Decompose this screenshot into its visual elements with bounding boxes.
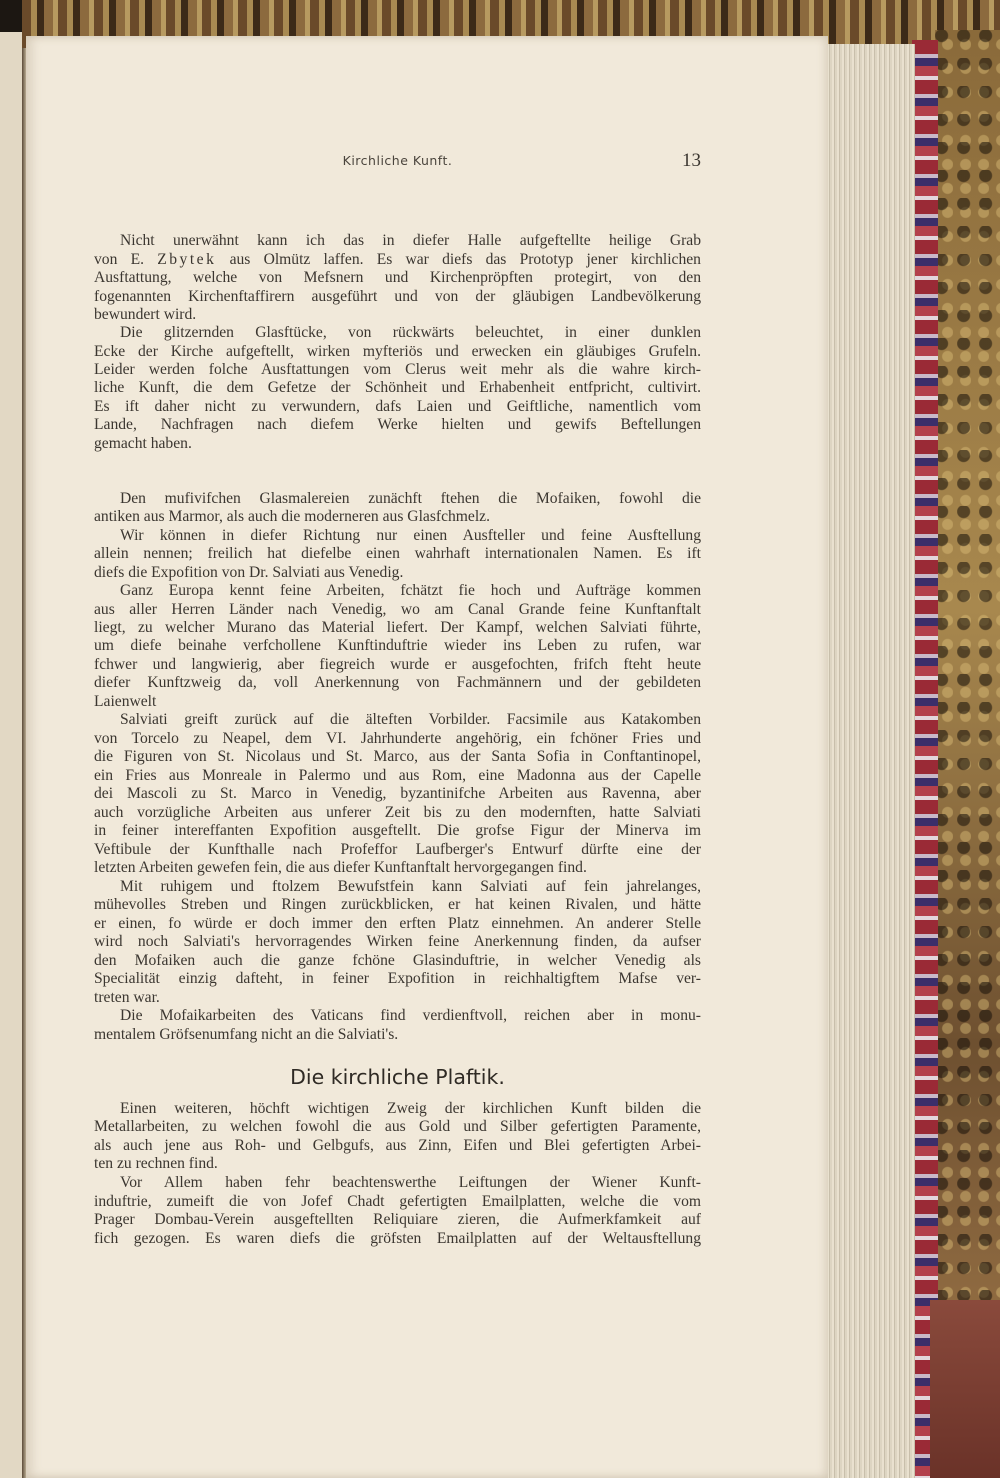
- text-line: antiken aus Marmor, als auch die moderneren aus Glasfchmelz.: [94, 508, 491, 525]
- text-line: Veftibule der Kunfthalle nach Profeffor Laufberger's Entwurf dürfte eine der: [94, 841, 701, 858]
- text-line: mentalem Gröfsenumfang nicht an die Salviati's.: [94, 1026, 399, 1043]
- text-line: ein Fries aus Monreale in Palermo und aus Rom, eine Madonna aus der Capelle: [94, 767, 701, 784]
- text-line: liegt, zu welcher Murano das Material liefert. Der Kampf, welchen Salviati führte,: [94, 619, 701, 636]
- text-line: Leider werden folche Ausftattungen vom Clerus weit mehr als die wahre kirch-: [94, 361, 701, 378]
- text-line: ten zu rechnen find.: [94, 1155, 218, 1172]
- text-line: Laienwelt: [94, 693, 157, 710]
- text-line: die Figuren von St. Nicolaus und St. Marco, aus der Santa Sofia in Conftantinopel,: [94, 748, 701, 765]
- text-line: dei Mascoli zu St. Marco in Venedig, byzantinifche Arbeiten aus Ravenna, aber: [94, 785, 701, 802]
- text-line: Ecke der Kirche aufgeftellt, wirken myfteriös und erwecken ein gläubiges Grufeln.: [94, 343, 701, 360]
- page-header: [94, 150, 701, 173]
- text-line: in feiner intereffanten Expofition ausgeftellt. Die grofse Figur der Minerva im: [94, 822, 701, 839]
- text-line: auch vorzügliche Arbeiten aus unferer Zeit bis zu den modernften, hatte Salviati: [94, 804, 701, 821]
- text-line: Die Mofaikarbeiten des Vaticans find verdienftvoll, reichen aber in monu-: [120, 1007, 701, 1024]
- text-line: fogenannten Kirchenftaffirern ausgeführt und von der gläubigen Landbevölkerung: [94, 288, 701, 305]
- text-line: bewundert wird.: [94, 306, 197, 323]
- text-line: Einen weiteren, höchft wichtigen Zweig der kirchlichen Kunft bilden die: [120, 1100, 701, 1117]
- marbled-edge-strip: [912, 40, 938, 1478]
- text-line: Es ift daher nicht zu verwundern, dafs Laien und Geiftliche, namentlich vom: [94, 398, 701, 415]
- text-line: mühevolles Streben und Ringen zurückblicken, er hat keinen Rivalen, und hätte: [94, 896, 701, 913]
- text-line: als auch jene aus Roh- und Gelbgufs, aus Zinn, Eifen und Blei gefertigten Arbei-: [94, 1137, 701, 1154]
- text-line: von Torcelo zu Neapel, dem VI. Jahrhunderte angehörig, ein fchöner Fries und: [94, 730, 701, 747]
- text-line: Die glitzernden Glasftücke, von rückwärts beleuchtet, in einer dunklen: [120, 324, 701, 341]
- text-line: diefs die Expofition von Dr. Salviati aus Venedig.: [94, 564, 404, 581]
- text-line: um diefe beinahe verfchollene Kunftinduftrie wieder ins Leben zu rufen, war: [94, 637, 701, 654]
- facing-page-edge: [0, 32, 23, 1478]
- text-line: induftrie, zumeift die von Jofef Chadt gefertigten Emailplatten, welche die vom: [94, 1193, 701, 1210]
- text-line: allein nennen; freilich hat diefelbe einen wahrhaft internationalen Namen. Es ift: [94, 545, 701, 562]
- text-line: von E. Zbytek aus Olmütz laffen. Es war diefs das Prototyp jener kirchlichen: [94, 251, 701, 268]
- text-line: aus aller Herren Länder nach Venedig, wo am Canal Grande feine Kunftanftalt: [94, 601, 701, 618]
- text-line: diefer Kunftzweig da, voll Anerkennung von Fachmännern und der gebildeten: [94, 674, 701, 691]
- text-line: er einen, fo würde er doch immer den erften Platz einnehmen. An anderer Stelle: [94, 915, 701, 932]
- text-line: Metallarbeiten, zu welchen fowohl die aus Gold und Silber gefertigten Paramente,: [94, 1118, 701, 1135]
- text-line: wird noch Salviati's hervorragendes Wirken feine Anerkennung finden, da aufser: [94, 933, 701, 950]
- text-line: Ganz Europa kennt feine Arbeiten, fchätzt fie hoch und Aufträge kommen: [120, 582, 701, 599]
- text-line: Den mufivifchen Glasmalereien zunächft ftehen die Mofaiken, fowohl die: [120, 490, 701, 507]
- text-line: Wir können in diefer Richtung nur einen Ausfteller und feine Ausftellung: [120, 527, 701, 544]
- text-line: liche Kunft, die dem Gefetze der Schönheit und Erhabenheit entfpricht, cultivirt.: [94, 379, 701, 396]
- text-line: Lande, Nachfragen nach diefem Werke hielten und gewifs Beftellungen: [94, 416, 701, 433]
- text-line: gemacht haben.: [94, 435, 192, 452]
- page-number: 13: [682, 150, 701, 171]
- text-line: fchwer und langwierig, aber fiegreich wurde er ausgefochten, frifch fteht heute: [94, 656, 701, 673]
- marbled-cover-right: [935, 30, 1000, 1478]
- text-line: Specialität einzig dafteht, in feiner Expofition in reichhaltigftem Mafse ver-: [94, 970, 701, 987]
- cover-corner: [930, 1300, 1000, 1478]
- text-line: fich gezogen. Es waren diefs die gröfsten Emailplatten auf der Weltausftellung: [94, 1230, 701, 1247]
- text-line: Nicht unerwähnt kann ich das in diefer Halle aufgeftellte heilige Grab: [120, 232, 701, 249]
- text-line: Prager Dombau-Verein ausgeftellten Reliquiare zieren, die Aufmerkfamkeit auf: [94, 1211, 701, 1228]
- text-line: Vor Allem haben fehr beachtenswerthe Leiftungen der Wiener Kunft-: [120, 1174, 701, 1191]
- text-line: treten war.: [94, 989, 160, 1006]
- text-line: Mit ruhigem und ftolzem Bewufstfein kann Salviati auf fein jahrelanges,: [120, 878, 701, 895]
- running-head: Kirchliche Kunft.: [342, 153, 453, 168]
- text-line: letzten Arbeiten gewefen fein, die aus diefer Kunftanftalt hervorgegangen find.: [94, 859, 587, 876]
- spaced-name: Zbytek: [157, 251, 217, 268]
- section-heading: Die kirchliche Plaftik.: [290, 1065, 505, 1089]
- text-line: Ausftattung, welche von Mefsnern und Kirchenpröpften protegirt, von den: [94, 269, 701, 286]
- text-line: Salviati greift zurück auf die älteften Vorbilder. Facsimile aus Katakomben: [120, 711, 701, 728]
- page-stack-edges: [826, 44, 915, 1478]
- text-line: den Mofaiken auch die ganze fchöne Glasinduftrie, in welcher Venedig als: [94, 952, 701, 969]
